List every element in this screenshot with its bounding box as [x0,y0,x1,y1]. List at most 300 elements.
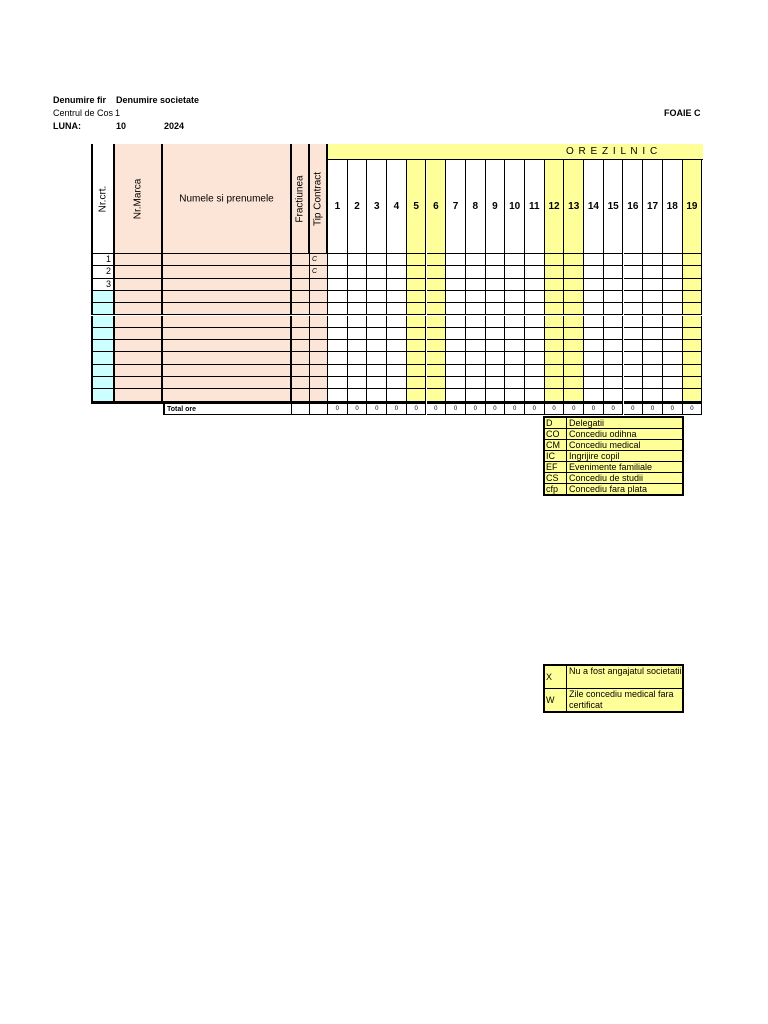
total-day-14: 0 [584,402,604,415]
absence-legend-code: IC [545,451,567,461]
row-11-marca [115,377,163,389]
day-header-18: 18 [663,160,683,254]
total-day-2: 0 [348,402,368,415]
absence-legend-code: EF [545,462,567,472]
row-8-day-12 [545,340,565,352]
row-5-marca [115,303,163,315]
row-6-day-17 [643,316,663,328]
row-3-day-14 [584,279,604,291]
row-3-day-15 [604,279,624,291]
contract-column-header: Tip Contract [312,171,324,226]
total-day-12: 0 [545,402,565,415]
total-day-11: 0 [525,402,545,415]
row-7-day-18 [663,328,683,340]
header-frac [292,144,310,254]
row-12-day-10 [505,389,525,401]
row-1-day-9 [486,254,506,266]
row-2-day-10 [505,266,525,278]
row-9-day-1 [328,352,348,364]
row-10-day-9 [486,365,506,377]
row-4-day-2 [348,291,368,303]
row-8-day-14 [584,340,604,352]
row-11-day-15 [604,377,624,389]
total-day-1: 0 [328,402,348,415]
special-legend-code: X [545,666,567,688]
company-label: Denumire fir [53,95,107,105]
row-10-day-13 [564,365,584,377]
row-3-day-10 [505,279,525,291]
absence-legend-row [545,440,682,451]
row-12-day-19 [683,389,703,401]
day-header-2: 2 [348,160,368,254]
row-1-day-13 [564,254,584,266]
row-9-day-16 [624,352,644,364]
row-4-day-19 [683,291,703,303]
row-1-name [163,254,292,266]
row-8-day-8 [466,340,486,352]
row-8-day-17 [643,340,663,352]
row-6-frac [292,316,310,328]
name-column-header: Numele si prenumele [179,193,274,204]
day-header-7: 7 [446,160,466,254]
row-9-nr [91,352,115,364]
row-2-day-18 [663,266,683,278]
special-codes-legend [543,664,684,713]
row-12-day-2 [348,389,368,401]
row-2-day-11 [525,266,545,278]
row-3-day-19 [683,279,703,291]
row-6-day-16 [624,316,644,328]
frac-column-header: Fractiunea [294,174,306,223]
row-6-day-9 [486,316,506,328]
day-header-1: 1 [328,160,348,254]
row-3-contract [310,279,328,291]
row-11-frac [292,377,310,389]
absence-legend-row [545,484,682,494]
row-4-day-9 [486,291,506,303]
table-bottom-border [91,402,163,404]
absence-legend-description: Delegatii [569,418,605,428]
row-11-nr [91,377,115,389]
row-4-day-15 [604,291,624,303]
day-header-10: 10 [505,160,525,254]
row-4-marca [115,291,163,303]
row-11-day-2 [348,377,368,389]
row-4-day-17 [643,291,663,303]
row-12-name [163,389,292,401]
row-10-day-17 [643,365,663,377]
row-5-day-11 [525,303,545,315]
row-10-day-14 [584,365,604,377]
absence-legend-row [545,418,682,429]
total-day-6: 0 [427,402,447,415]
row-9-day-8 [466,352,486,364]
row-5-contract [310,303,328,315]
row-4-day-10 [505,291,525,303]
absence-legend-row [545,429,682,440]
row-2-day-13 [564,266,584,278]
row-10-day-7 [446,365,466,377]
row-10-nr [91,365,115,377]
row-3-day-8 [466,279,486,291]
day-header-12: 12 [545,160,565,254]
absence-legend-code: cfp [545,484,567,494]
row-1-day-2 [348,254,368,266]
row-11-day-9 [486,377,506,389]
row-2-day-1 [328,266,348,278]
row-4-name [163,291,292,303]
month-label: LUNA: [53,121,81,131]
row-3-day-9 [486,279,506,291]
row-2-day-6 [427,266,447,278]
total-empty-0 [292,402,310,415]
row-4-day-12 [545,291,565,303]
row-8-day-16 [624,340,644,352]
row-2-day-2 [348,266,368,278]
row-9-day-15 [604,352,624,364]
special-legend-row [545,666,682,689]
row-6-day-2 [348,316,368,328]
row-12-day-11 [525,389,545,401]
row-5-nr [91,303,115,315]
row-9-day-4 [387,352,407,364]
row-2-frac [292,266,310,278]
row-7-day-6 [427,328,447,340]
special-legend-description: Zile concediu medical fara certificat [569,689,674,710]
total-day-16: 0 [624,402,644,415]
row-10-frac [292,365,310,377]
row-11-day-5 [407,377,427,389]
row-8-marca [115,340,163,352]
day-header-4: 4 [387,160,407,254]
row-3-day-5 [407,279,427,291]
row-9-day-12 [545,352,565,364]
row-5-day-14 [584,303,604,315]
day-header-19: 19 [683,160,703,254]
row-4-nr [91,291,115,303]
row-7-day-8 [466,328,486,340]
row-6-day-19 [683,316,703,328]
row-5-day-12 [545,303,565,315]
row-9-day-6 [427,352,447,364]
absence-legend [543,416,684,496]
row-8-day-1 [328,340,348,352]
day-header-9: 9 [486,160,506,254]
row-4-day-7 [446,291,466,303]
row-12-day-18 [663,389,683,401]
row-8-day-3 [367,340,387,352]
row-4-day-14 [584,291,604,303]
row-7-day-17 [643,328,663,340]
row-1-nr: 1 [91,254,115,266]
row-7-contract [310,328,328,340]
absence-legend-description: Ingrijire copil [569,451,620,461]
row-11-day-10 [505,377,525,389]
row-12-nr [91,389,115,401]
row-2-contract: C [310,266,328,278]
row-9-contract [310,352,328,364]
daily-hours-title [328,144,703,160]
row-7-day-7 [446,328,466,340]
row-6-contract [310,316,328,328]
row-3-frac [292,279,310,291]
row-6-day-7 [446,316,466,328]
row-4-day-8 [466,291,486,303]
total-day-15: 0 [604,402,624,415]
row-7-day-16 [624,328,644,340]
absence-legend-row [545,451,682,462]
row-1-day-17 [643,254,663,266]
row-2-day-17 [643,266,663,278]
absence-legend-code: D [545,418,567,428]
total-day-9: 0 [486,402,506,415]
row-9-name [163,352,292,364]
row-2-day-15 [604,266,624,278]
row-1-day-19 [683,254,703,266]
row-11-day-4 [387,377,407,389]
row-1-contract: C [310,254,328,266]
row-9-day-19 [683,352,703,364]
row-12-day-9 [486,389,506,401]
row-8-day-5 [407,340,427,352]
row-10-day-1 [328,365,348,377]
row-12-day-12 [545,389,565,401]
row-2-day-16 [624,266,644,278]
row-9-day-10 [505,352,525,364]
row-12-contract [310,389,328,401]
row-1-day-5 [407,254,427,266]
row-11-day-3 [367,377,387,389]
row-3-day-4 [387,279,407,291]
row-10-day-3 [367,365,387,377]
row-11-day-13 [564,377,584,389]
absence-legend-description: Evenimente familiale [569,462,653,472]
row-8-day-15 [604,340,624,352]
row-4-contract [310,291,328,303]
row-11-day-8 [466,377,486,389]
day-header-17: 17 [643,160,663,254]
row-1-day-11 [525,254,545,266]
row-10-day-6 [427,365,447,377]
row-7-name [163,328,292,340]
row-3-nr: 3 [91,279,115,291]
row-10-day-10 [505,365,525,377]
row-10-contract [310,365,328,377]
special-legend-code: W [545,689,567,711]
row-10-day-4 [387,365,407,377]
row-6-marca [115,316,163,328]
row-6-day-8 [466,316,486,328]
row-11-day-19 [683,377,703,389]
row-5-day-8 [466,303,486,315]
row-1-frac [292,254,310,266]
row-4-day-1 [328,291,348,303]
row-5-day-6 [427,303,447,315]
total-empty-1 [310,402,328,415]
row-2-marca [115,266,163,278]
day-header-15: 15 [604,160,624,254]
row-9-day-13 [564,352,584,364]
row-1-day-7 [446,254,466,266]
row-5-day-7 [446,303,466,315]
absence-legend-code: CM [545,440,567,450]
total-day-10: 0 [505,402,525,415]
row-11-day-11 [525,377,545,389]
day-header-16: 16 [624,160,644,254]
row-3-day-2 [348,279,368,291]
row-7-frac [292,328,310,340]
row-1-day-12 [545,254,565,266]
row-8-day-13 [564,340,584,352]
row-10-day-16 [624,365,644,377]
row-5-day-9 [486,303,506,315]
row-6-day-18 [663,316,683,328]
row-7-day-11 [525,328,545,340]
row-5-day-17 [643,303,663,315]
row-8-contract [310,340,328,352]
row-4-frac [292,291,310,303]
day-header-3: 3 [367,160,387,254]
row-3-day-3 [367,279,387,291]
total-day-4: 0 [387,402,407,415]
row-4-day-18 [663,291,683,303]
row-9-day-14 [584,352,604,364]
header-contract [310,144,328,254]
total-day-8: 0 [466,402,486,415]
row-10-day-12 [545,365,565,377]
row-12-day-1 [328,389,348,401]
month-value: 10 [116,121,127,131]
row-12-frac [292,389,310,401]
row-1-marca [115,254,163,266]
row-8-day-19 [683,340,703,352]
day-header-14: 14 [584,160,604,254]
special-legend-row [545,689,682,711]
row-10-day-19 [683,365,703,377]
day-header-8: 8 [466,160,486,254]
row-8-day-4 [387,340,407,352]
row-3-day-12 [545,279,565,291]
row-3-day-16 [624,279,644,291]
header-nr [91,144,115,254]
row-8-day-11 [525,340,545,352]
row-4-day-4 [387,291,407,303]
row-7-day-2 [348,328,368,340]
row-10-day-8 [466,365,486,377]
absence-legend-description: Concediu odihna [569,429,637,439]
row-2-day-5 [407,266,427,278]
row-1-day-6 [427,254,447,266]
row-6-day-5 [407,316,427,328]
row-6-day-15 [604,316,624,328]
row-5-day-19 [683,303,703,315]
row-11-day-18 [663,377,683,389]
row-5-day-5 [407,303,427,315]
row-6-name [163,316,292,328]
row-1-day-4 [387,254,407,266]
row-4-day-11 [525,291,545,303]
row-6-day-14 [584,316,604,328]
row-5-day-3 [367,303,387,315]
cost-center-label: Centrul de Cos [53,108,114,118]
row-3-day-1 [328,279,348,291]
row-10-day-2 [348,365,368,377]
row-9-day-7 [446,352,466,364]
row-10-day-5 [407,365,427,377]
row-9-marca [115,352,163,364]
row-3-day-6 [427,279,447,291]
absence-legend-description: Concediu de studii [569,473,644,483]
row-8-day-2 [348,340,368,352]
row-2-day-7 [446,266,466,278]
day-header-13: 13 [564,160,584,254]
row-12-day-3 [367,389,387,401]
row-11-day-6 [427,377,447,389]
row-1-day-14 [584,254,604,266]
row-2-nr: 2 [91,266,115,278]
marca-column-header: Nr.Marca [132,178,144,219]
row-6-nr [91,316,115,328]
row-4-day-5 [407,291,427,303]
row-11-day-14 [584,377,604,389]
total-day-18: 0 [663,402,683,415]
row-10-marca [115,365,163,377]
row-2-day-12 [545,266,565,278]
row-8-nr [91,340,115,352]
nr-column-header: Nr.crt. [97,185,109,212]
row-12-day-8 [466,389,486,401]
row-6-day-1 [328,316,348,328]
absence-legend-description: Concediu fara plata [569,484,648,494]
total-day-3: 0 [367,402,387,415]
row-12-day-7 [446,389,466,401]
day-header-5: 5 [407,160,427,254]
row-12-day-5 [407,389,427,401]
row-1-day-18 [663,254,683,266]
row-5-day-18 [663,303,683,315]
total-day-19: 0 [683,402,703,415]
row-1-day-1 [328,254,348,266]
row-6-day-12 [545,316,565,328]
row-3-day-18 [663,279,683,291]
row-12-day-13 [564,389,584,401]
day-header-11: 11 [525,160,545,254]
row-2-day-9 [486,266,506,278]
row-12-day-6 [427,389,447,401]
row-8-day-9 [486,340,506,352]
row-9-day-3 [367,352,387,364]
row-12-day-17 [643,389,663,401]
total-day-5: 0 [407,402,427,415]
company-name: Denumire societate [116,95,200,105]
row-12-marca [115,389,163,401]
special-legend-description: Nu a fost angajatul societatii [569,666,682,676]
header-marca [115,144,163,254]
row-1-day-3 [367,254,387,266]
row-3-day-7 [446,279,466,291]
row-11-day-16 [624,377,644,389]
row-8-frac [292,340,310,352]
row-10-name [163,365,292,377]
row-8-day-7 [446,340,466,352]
row-12-day-15 [604,389,624,401]
row-9-day-18 [663,352,683,364]
row-2-day-14 [584,266,604,278]
row-6-day-6 [427,316,447,328]
row-5-day-13 [564,303,584,315]
total-hours-label: Total ore [163,402,292,415]
absence-legend-description: Concediu medical [569,440,641,450]
